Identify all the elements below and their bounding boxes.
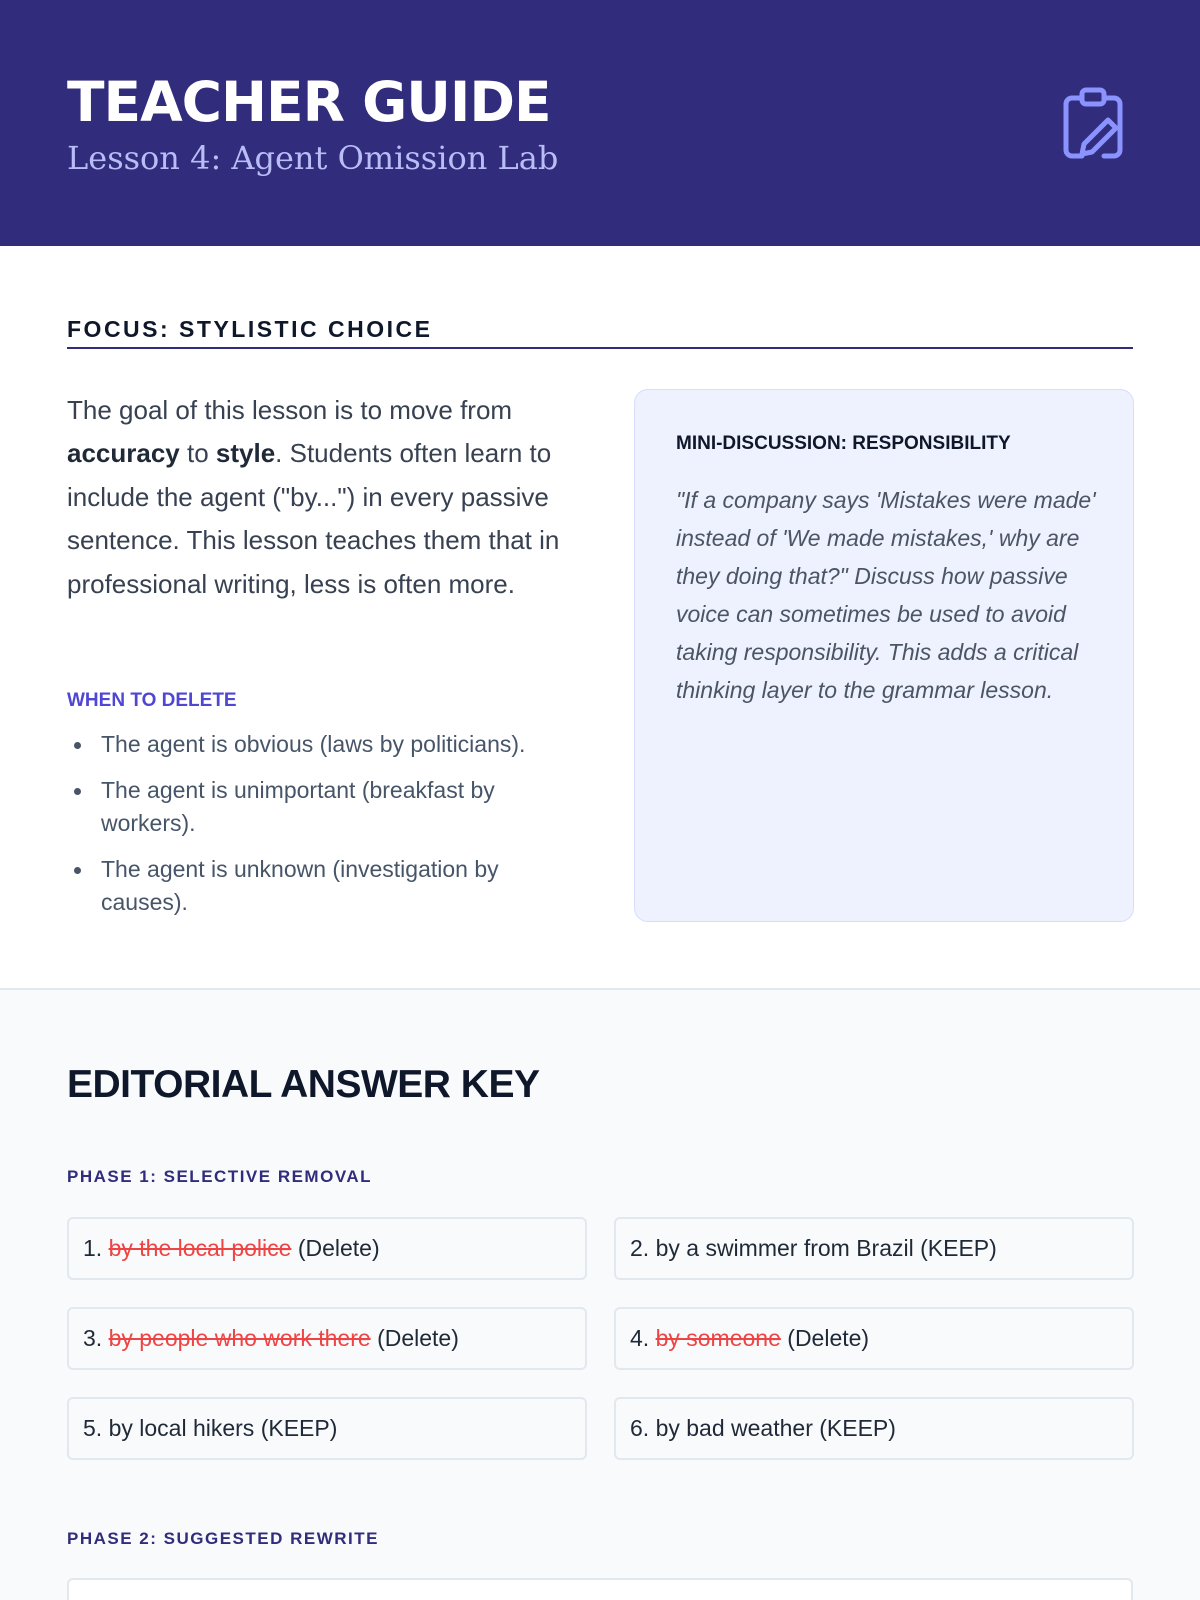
discussion-text: "If a company says 'Mistakes were made' instead of 'We made mistakes,' why are they doing that?" Discuss how passive voice can sometimes be used to avoid taking responsibility. This adds a critical thinking layer to the grammar lesson. (676, 487, 1096, 703)
lesson-intro: The goal of this lesson is to move from accuracy to style. Students often learn to include the agent ("by...") in every passive sentence. This lesson teaches them that in professional writing, less is often more. (67, 395, 560, 599)
answer-card-5: 5. by local hikers (KEEP) (67, 1397, 587, 1460)
answer-card-4: 4. by someone (Delete) (614, 1307, 1134, 1370)
focus-heading: FOCUS: STYLISTIC CHOICE (67, 316, 433, 342)
list-item: The agent is unknown (investigation by causes). (67, 853, 587, 919)
phase-1-heading: PHASE 1: SELECTIVE REMOVAL (67, 1167, 373, 1186)
when-to-delete-heading: WHEN TO DELETE (67, 690, 237, 711)
list-item: The agent is obvious (laws by politicians). (67, 728, 587, 761)
accuracy-term: accuracy (67, 438, 180, 469)
lesson-subtitle: Lesson 4: Agent Omission Lab (67, 139, 559, 177)
struck-agent: by the local police (108, 1235, 292, 1261)
when-to-delete-list (67, 728, 587, 932)
list-item: The agent is unimportant (breakfast by workers). (67, 774, 587, 840)
page-header (0, 0, 1200, 246)
struck-agent: by someone (655, 1325, 781, 1351)
discussion-title: MINI-DISCUSSION: RESPONSIBILITY (676, 433, 1011, 454)
answer-card-1: 1. by the local police (Delete) (67, 1217, 587, 1280)
mini-discussion-card (634, 389, 1134, 922)
page-title: TEACHER GUIDE (67, 70, 551, 134)
answer-card-3: 3. by people who work there (Delete) (67, 1307, 587, 1370)
struck-agent: by people who work there (108, 1325, 371, 1351)
clipboard-edit-icon (1060, 86, 1128, 164)
focus-divider (67, 347, 1133, 349)
style-term: style (215, 438, 276, 469)
answer-card-6: 6. by bad weather (KEEP) (614, 1397, 1134, 1460)
answer-key-title: EDITORIAL ANSWER KEY (67, 1063, 540, 1106)
suggested-rewrite-card (67, 1578, 1133, 1600)
answer-card-2: 2. by a swimmer from Brazil (KEEP) (614, 1217, 1134, 1280)
phase-2-heading: PHASE 2: SUGGESTED REWRITE (67, 1529, 379, 1548)
